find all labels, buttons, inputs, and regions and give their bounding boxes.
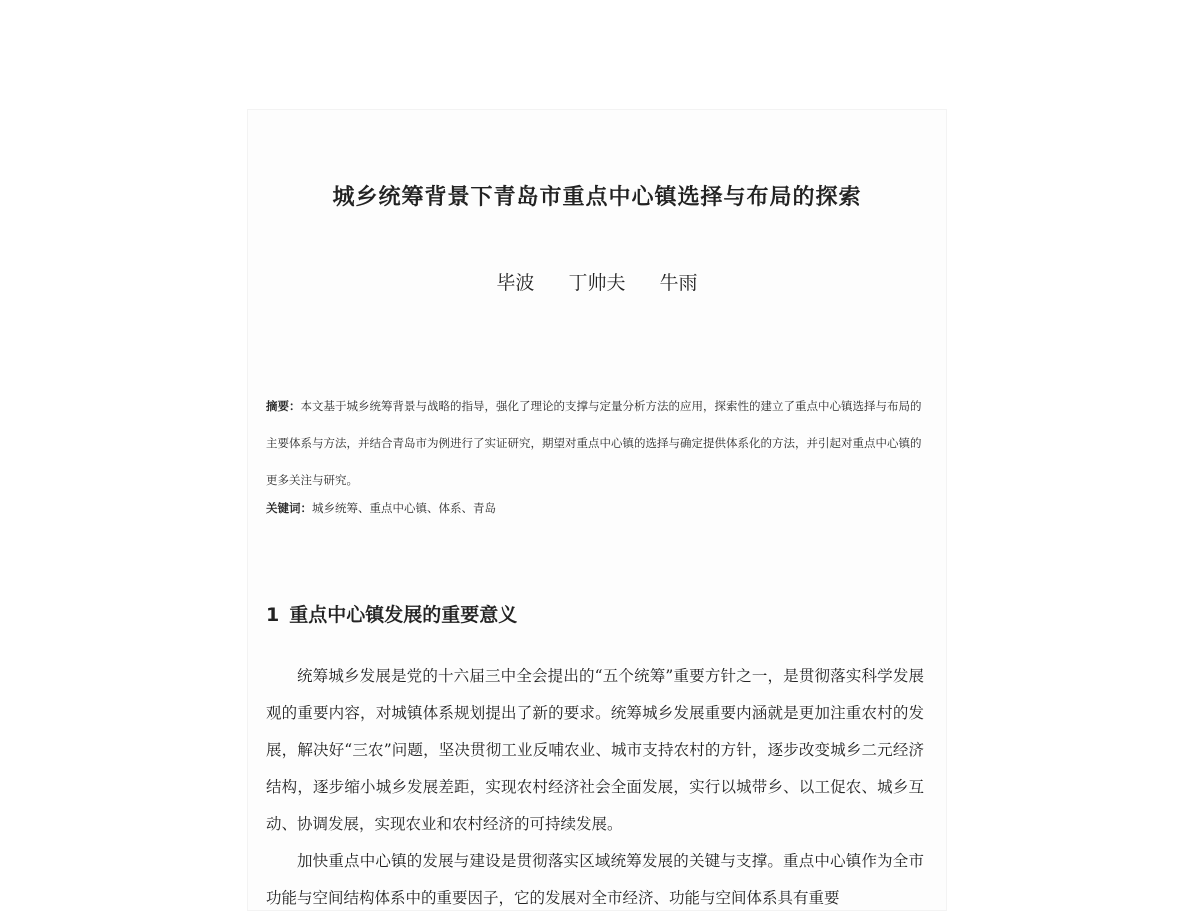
section-heading — [266, 600, 517, 627]
abstract — [266, 388, 924, 499]
paper-title: 城乡统筹背景下青岛市重点中心镇选择与布局的探索 — [332, 185, 862, 210]
author-list — [248, 268, 946, 295]
section-number: 1 — [266, 604, 280, 626]
abstract-text: 本文基于城乡统筹背景与战略的指导，强化了理论的支撑与定量分析方法的应用，探索性的建立了重点中心镇选择与布局的主要体系与方法，并结合青岛市为例进行了实证研究，期望对重点中心镇的选择与确定提供体系化的方法，并引起对重点中心镇的更多关注与研究。 — [266, 399, 922, 487]
author-name: 丁帅夫 — [568, 272, 626, 294]
document-page — [248, 110, 946, 910]
paragraph: 统筹城乡发展是党的十六届三中全会提出的“五个统筹”重要方针之一，是贯彻落实科学发展观的重要内容，对城镇体系规划提出了新的要求。统筹城乡发展重要内涵就是更加注重农村的发展，解决好“三农”问题，坚决贯彻工业反哺农业、城市支持农村的方针，逐步改变城乡二元经济结构，逐步缩小城乡发展差距，实现农村经济社会全面发展，实行以城带乡、以工促农、城乡互动、协调发展，实现农业和农村经济的可持续发展。 — [266, 667, 924, 833]
author-name: 牛雨 — [659, 272, 698, 294]
keywords — [266, 498, 924, 518]
keywords-text: 城乡统筹、重点中心镇、体系、青岛 — [312, 501, 496, 515]
abstract-label: 摘要： — [266, 399, 301, 413]
section-title: 重点中心镇发展的重要意义 — [289, 604, 518, 626]
paragraph: 加快重点中心镇的发展与建设是贯彻落实区域统筹发展的关键与支撑。重点中心镇作为全市功能与空间结构体系中的重要因子，它的发展对全市经济、功能与空间体系具有重要 — [266, 852, 924, 907]
body-text — [266, 658, 924, 917]
keywords-label: 关键词： — [266, 501, 312, 515]
author-name: 毕波 — [496, 272, 535, 294]
